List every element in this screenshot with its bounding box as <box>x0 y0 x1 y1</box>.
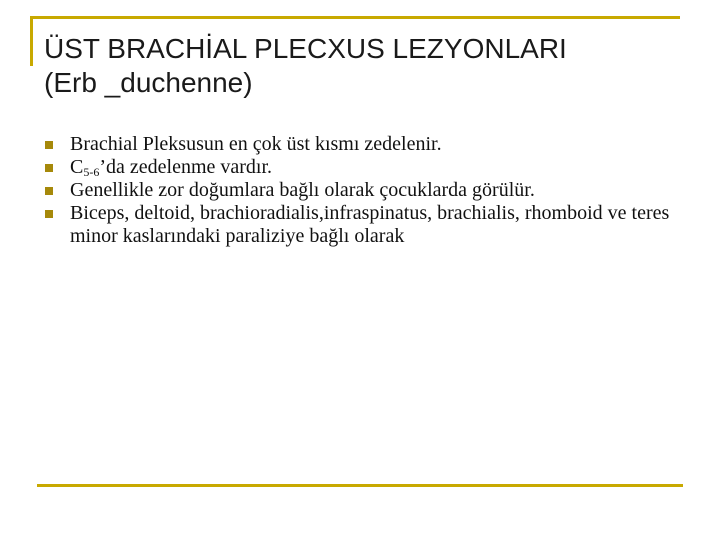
bullet-text: Biceps, deltoid, brachioradialis,infraspinatus, brachialis, rhomboid ve teres minor kaslarındaki paraliziye bağlı olarak <box>70 202 670 247</box>
bullet-text: Brachial Pleksusun en çok üst kısmı zedelenir. <box>70 133 442 155</box>
slide-title <box>44 32 684 100</box>
square-bullet-icon <box>45 164 53 172</box>
bullet-list <box>45 133 685 248</box>
square-bullet-icon <box>45 141 53 149</box>
bullet-text-prefix: C <box>70 156 84 178</box>
square-bullet-icon <box>45 210 53 218</box>
list-item <box>45 179 685 202</box>
list-item <box>45 133 685 156</box>
bullet-text-suffix: ’da zedelenme vardır. <box>99 156 273 178</box>
slide-title-line-1: ÜST BRACHİAL PLECXUS LEZYONLARI <box>44 33 567 64</box>
list-item <box>45 202 685 248</box>
bullet-text: Genellikle zor doğumlara bağlı olarak çocuklarda görülür. <box>70 179 535 201</box>
bullet-text-subscript: 5-6 <box>83 165 100 179</box>
frame-left-line <box>30 16 33 66</box>
frame-bottom-line <box>37 484 683 487</box>
list-item <box>45 156 685 179</box>
frame-top-line <box>30 16 680 19</box>
square-bullet-icon <box>45 187 53 195</box>
slide-title-line-2: (Erb _duchenne) <box>44 67 253 98</box>
